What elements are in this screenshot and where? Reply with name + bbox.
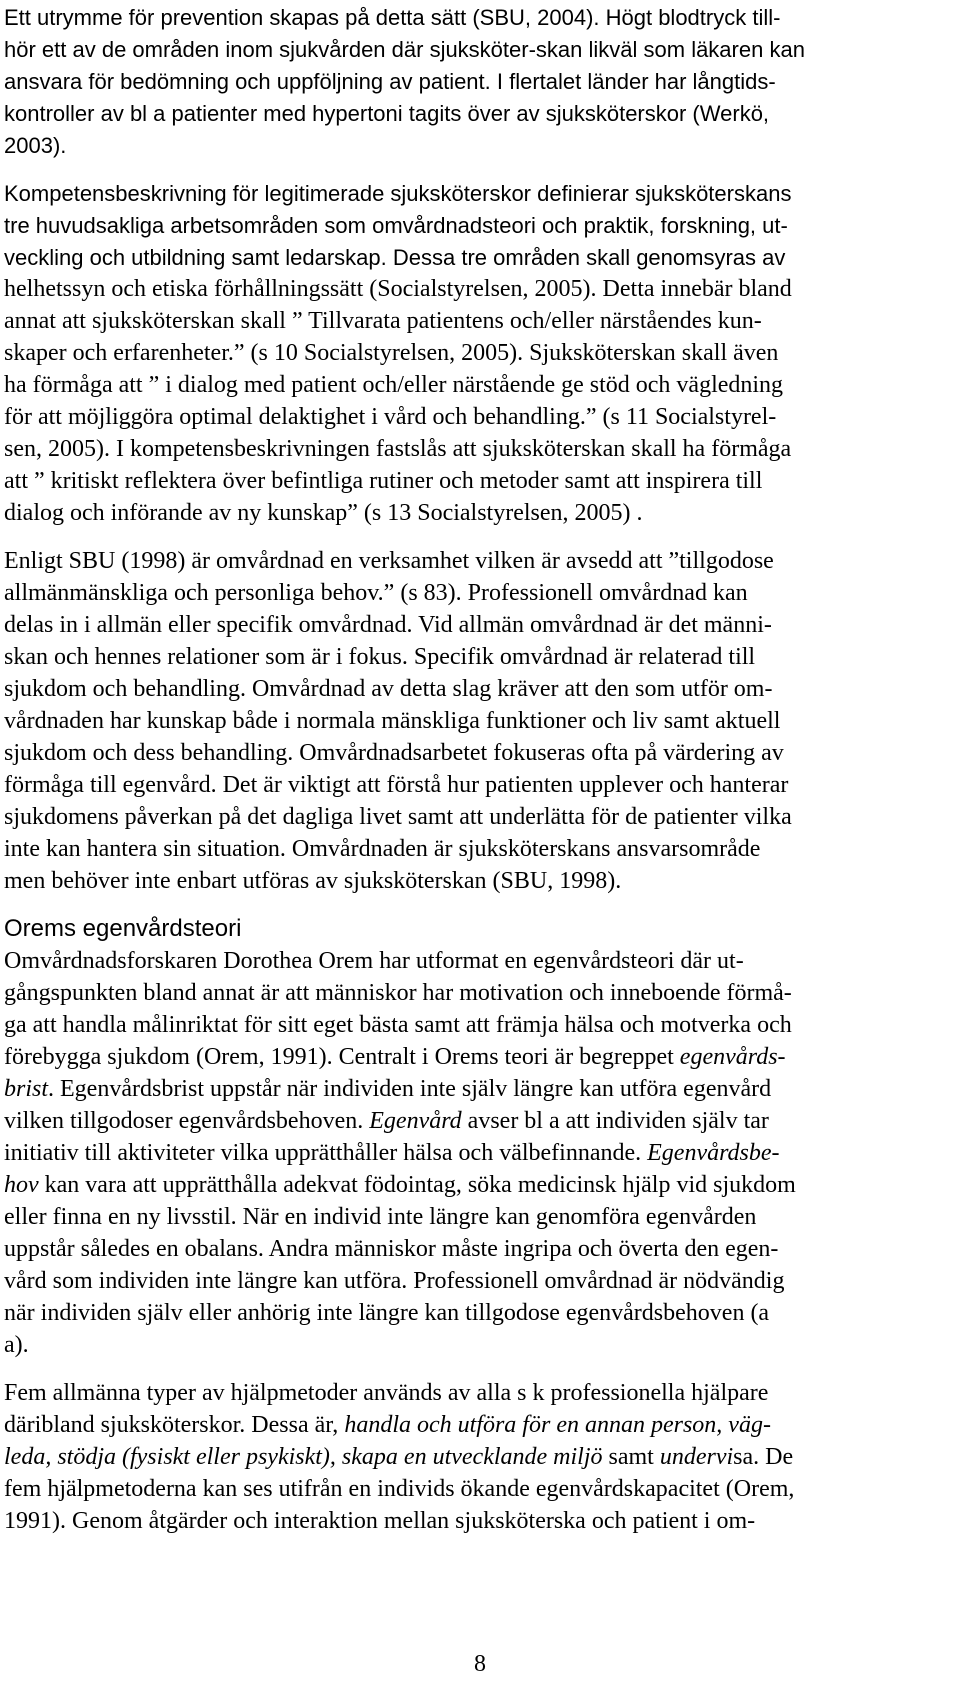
text-line: 2003). [4, 133, 67, 158]
text-line: för att möjliggöra optimal delaktighet i vård och behandling.” (s 11 Socialstyrel- [4, 404, 777, 430]
text-line: helhetssyn och etiska förhållningssätt (Socialstyrelsen, 2005). Detta innebär bland [4, 276, 792, 302]
text-line: ansvara för bedömning och uppföljning av patient. I flertalet länder har långtids- [4, 69, 776, 94]
text-line: veckling och utbildning samt ledarskap. Dessa tre områden skall genomsyras av [4, 245, 786, 270]
text-line [4, 1441, 793, 1473]
text-line: allmänmänskliga och personliga behov.” (s 83). Professionell omvårdnad kan [4, 580, 748, 606]
text-line: ga att handla målinriktat för sitt eget bästa samt att främja hälsa och motverka och [4, 1012, 792, 1038]
text-line: a). [4, 1332, 29, 1358]
emphasis-term: brist [4, 1076, 49, 1102]
text-line: sen, 2005). I kompetensbeskrivningen fastslås att sjuksköterskan skall ha förmåga [4, 436, 792, 462]
text-line: Kompetensbeskrivning för legitimerade sjuksköterskor definierar sjuksköterskans [4, 181, 792, 206]
text-run: initiativ till aktiviteter vilka upprätthåller hälsa och välbefinnande. [4, 1140, 648, 1166]
emphasis-term: egenvårds- [679, 1044, 786, 1070]
text-line: hör ett av de områden inom sjukvården där sjuksköter-skan likväl som läkaren kan [4, 37, 805, 62]
text-line: fem hjälpmetoderna kan ses utifrån en individs ökande egenvårdskapacitet (Orem, [4, 1476, 795, 1502]
text-line [4, 1073, 771, 1105]
text-line: vård som individen inte längre kan utföra. Professionell omvårdnad är nödvändig [4, 1268, 785, 1294]
text-line: Enligt SBU (1998) är omvårdnad en verksamhet vilken är avsedd att ”tillgodose [4, 548, 774, 574]
text-line: annat att sjuksköterskan skall ” Tillvarata patientens och/eller närståendes kun- [4, 308, 762, 334]
text-line: Omvårdnadsforskaren Dorothea Orem har utformat en egenvårdsteori där ut- [4, 948, 744, 974]
text-line: uppstår således en obalans. Andra människor måste ingripa och överta den egen- [4, 1236, 779, 1262]
text-line: skaper och erfarenheter.” (s 10 Socialstyrelsen, 2005). Sjuksköterskan skall även [4, 340, 779, 366]
text-line: gångspunkten bland annat är att människor har motivation och inneboende förmå- [4, 980, 792, 1006]
emphasis-term: undervi [659, 1444, 734, 1470]
text-run: vilken tillgodoser egenvårdsbehoven. [4, 1108, 370, 1134]
text-run: däribland sjuksköterskor. Dessa är, [4, 1412, 345, 1438]
text-line: dialog och införande av ny kunskap” (s 13 Socialstyrelsen, 2005) . [4, 500, 643, 526]
text-run: kan vara att upprätthålla adekvat födointag, söka medicinsk hjälp vid sjukdom [38, 1172, 796, 1198]
emphasis-term: Egenvård [369, 1108, 462, 1134]
text-line: sjukdom och dess behandling. Omvårdnadsarbetet fokuseras ofta på värdering av [4, 740, 784, 766]
section-heading: Orems egenvårdsteori [4, 915, 242, 942]
text-line [4, 1105, 769, 1137]
text-line: inte kan hantera sin situation. Omvårdnaden är sjuksköterskans ansvarsområde [4, 836, 761, 862]
text-line [4, 1169, 796, 1201]
text-line: när individen själv eller anhörig inte längre kan tillgodose egenvårdsbehoven (a [4, 1300, 770, 1326]
emphasis-term: handla och utföra för en annan person, väg- [344, 1412, 771, 1438]
text-line: skan och hennes relationer som är i fokus. Specifik omvårdnad är relaterad till [4, 644, 756, 670]
text-line: 1991). Genom åtgärder och interaktion mellan sjuksköterska och patient i om- [4, 1508, 756, 1534]
emphasis-term: hov [4, 1172, 39, 1198]
text-run: avser bl a att individen själv tar [461, 1108, 769, 1134]
text-line: Ett utrymme för prevention skapas på detta sätt (SBU, 2004). Högt blodtryck till- [4, 5, 781, 30]
text-line: men behöver inte enbart utföras av sjuksköterskan (SBU, 1998). [4, 868, 622, 894]
text-line: sjukdom och behandling. Omvårdnad av detta slag kräver att den som utför om- [4, 676, 773, 702]
text-line [4, 1041, 786, 1073]
text-run: . Egenvårdsbrist uppstår när individen inte själv längre kan utföra egenvård [48, 1076, 772, 1102]
text-run: förebygga sjukdom (Orem, 1991). Centralt i Orems teori är begreppet [4, 1044, 680, 1070]
text-line: sjukdomens påverkan på det dagliga livet samt att underlätta för de patienter vilka [4, 804, 792, 830]
text-line: att ” kritiskt reflektera över befintliga rutiner och metoder samt att inspirera till [4, 468, 763, 494]
text-run: samt [602, 1444, 660, 1470]
text-line: vårdnaden har kunskap både i normala mänskliga funktioner och liv samt aktuell [4, 708, 781, 734]
text-run: sa. De [733, 1444, 794, 1470]
text-line: ha förmåga att ” i dialog med patient och/eller närstående ge stöd och vägledning [4, 372, 784, 398]
emphasis-term: leda, stödja (fysiskt eller psykiskt), skapa en utvecklande miljö [4, 1444, 603, 1470]
emphasis-term: Egenvårdsbe- [647, 1140, 780, 1166]
text-line: eller finna en ny livsstil. När en individ inte längre kan genomföra egenvården [4, 1204, 757, 1230]
text-line: Fem allmänna typer av hjälpmetoder används av alla s k professionella hjälpare [4, 1380, 769, 1406]
text-line: tre huvudsakliga arbetsområden som omvårdnadsteori och praktik, forskning, ut- [4, 213, 788, 238]
page-number: 8 [474, 1651, 486, 1677]
text-line: delas in i allmän eller specifik omvårdnad. Vid allmän omvårdnad är det männi- [4, 612, 772, 638]
text-line [4, 1137, 780, 1169]
text-line [4, 1409, 771, 1441]
text-line: förmåga till egenvård. Det är viktigt att förstå hur patienten upplever och hanterar [4, 772, 789, 798]
text-line: kontroller av bl a patienter med hypertoni tagits över av sjuksköterskor (Werkö, [4, 101, 770, 126]
